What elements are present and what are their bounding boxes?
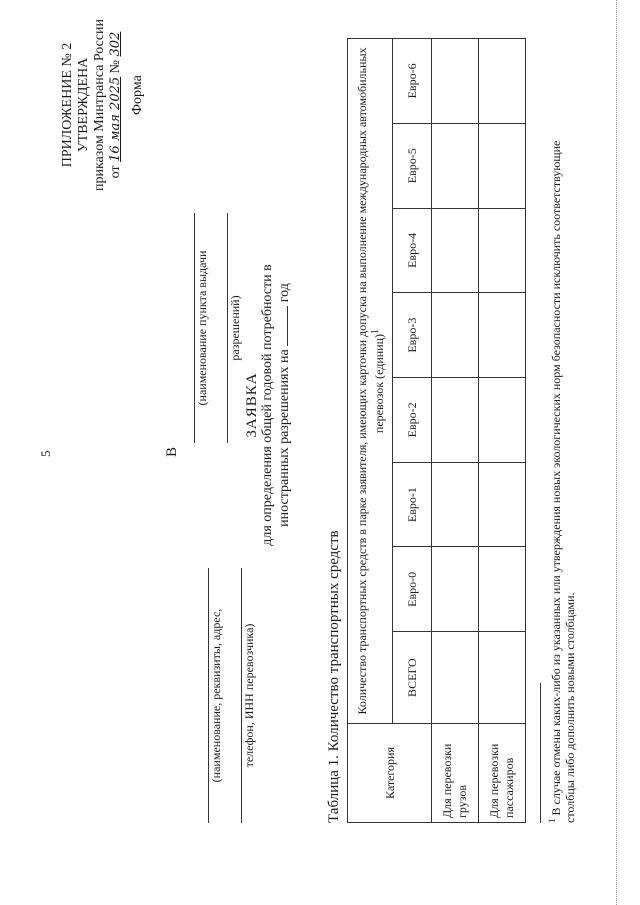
group-header [348,39,393,724]
col-euro-4: Евро-4 [393,208,432,293]
table-row [479,39,526,823]
table-cell[interactable] [479,208,526,293]
col-euro-2: Евро-2 [393,378,432,463]
scan-edge-line [616,0,617,905]
table-cell[interactable] [479,632,526,724]
issuer-prefix: В [164,446,180,457]
year-blank [275,306,288,346]
document-title [245,215,292,595]
title-main: ЗАЯВКА [244,372,260,438]
table-cell[interactable] [432,378,479,463]
table-cell[interactable] [432,293,479,378]
table-cell[interactable] [432,123,479,208]
group-footnote-mark: 1 [369,328,381,334]
table-cell[interactable] [432,208,479,293]
approved-label: УТВЕРЖДЕНА [76,57,91,153]
ministry-order-label: приказом Минтранса России [92,18,107,192]
table-cell[interactable] [432,462,479,547]
title-subtitle: для определения общей годовой потребности в [260,264,275,546]
table-cell[interactable] [479,462,526,547]
col-euro-0: Евро-0 [393,547,432,632]
approval-stamp-block [60,5,124,205]
order-date-number [108,5,124,205]
table-cell[interactable] [479,293,526,378]
form-label: Форма [130,75,145,115]
table-cell[interactable] [479,547,526,632]
col-total: ВСЕГО [393,632,432,724]
appendix-label: ПРИЛОЖЕНИЕ № 2 [60,42,75,168]
row-category: Для перевозки пассажиров [479,724,526,823]
row-category: Для перевозки грузов [432,724,479,823]
issuer-caption-2: разрешений) [228,295,242,361]
date-prefix: от [108,165,123,179]
applicant-line-2 [223,568,242,823]
footnote-divider [540,683,541,823]
col-euro-5: Евро-5 [393,123,432,208]
table-cell[interactable] [432,632,479,724]
applicant-block [190,568,256,823]
applicant-caption-2: телефон, ИНН перевозчика) [242,623,256,768]
applicant-caption-1: (наименование, реквизиты, адрес, [209,608,223,783]
handwritten-number: 302 [108,31,123,57]
issuer-caption-1: (наименование пункта выдачи [195,250,209,406]
col-euro-6: Евро-6 [393,39,432,124]
vehicles-table [347,38,526,823]
footnote-text: В случае отмены каких-либо из указанных или утверждения новых экологических норм безопасности исключить соответствующие столбцы либо дополнить новыми столбцами. [549,140,577,823]
title-year-before: иностранных разрешениях на [277,349,292,527]
table-cell[interactable] [432,39,479,124]
footnote [545,123,577,823]
footnote-mark: 1 [547,818,557,823]
applicant-line-1 [190,568,209,823]
group-header-text: Количество транспортных средств в парке заявителя, имеющих карточки допуска на выполнение международных автомобильных перевозок (единиц) [354,47,386,715]
col-euro-1: Евро-1 [393,462,432,547]
col-euro-3: Евро-3 [393,293,432,378]
table-row [432,39,479,823]
category-header: Категория [348,724,432,823]
table-caption: Таблица 1. Количество транспортных средств [326,530,342,823]
number-prefix: № [108,60,123,74]
issuer-line-1 [176,213,195,443]
table-cell[interactable] [432,547,479,632]
table-cell[interactable] [479,39,526,124]
issuer-block [176,213,242,443]
title-year-line [275,215,292,595]
issuer-line-2 [209,213,228,443]
handwritten-date: 16 мая 2025 [108,76,123,162]
table-cell[interactable] [479,123,526,208]
table-cell[interactable] [479,378,526,463]
title-year-after: год [277,283,292,303]
page-number: 5 [38,450,53,457]
